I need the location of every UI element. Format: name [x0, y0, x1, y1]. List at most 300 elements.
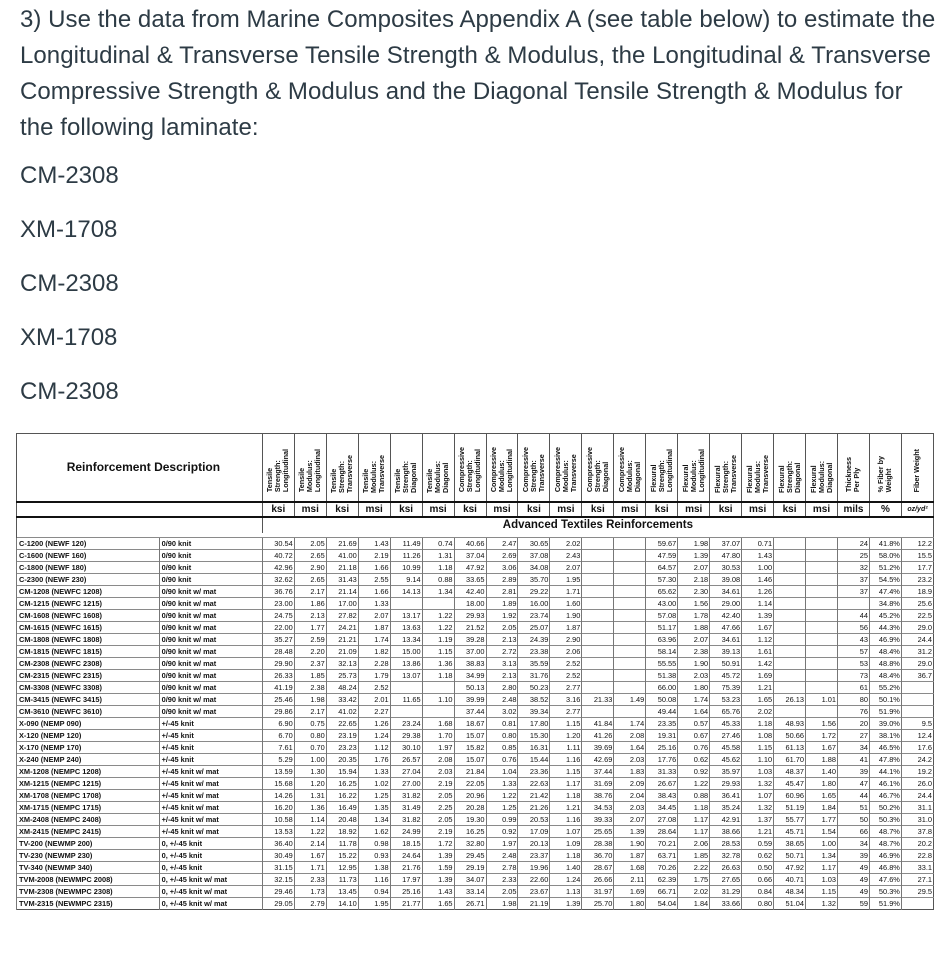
value-cell: 47.92 — [774, 862, 806, 874]
value-cell — [582, 634, 614, 646]
value-cell: 66 — [837, 826, 869, 838]
value-cell: 1.18 — [422, 562, 454, 574]
column-header-label: Tensile Modulus: Diagonal — [425, 460, 451, 493]
value-cell: 20.35 — [326, 754, 358, 766]
value-cell: 2.08 — [614, 730, 646, 742]
value-cell: 37.00 — [454, 646, 486, 658]
value-cell: 39 — [837, 766, 869, 778]
reinforcement-name: TV-230 (NEWMP 230) — [17, 850, 160, 862]
appendix-a-table — [16, 433, 934, 961]
column-header — [806, 434, 838, 502]
unit-cell: msi — [806, 502, 838, 517]
value-cell: 2.06 — [550, 646, 582, 658]
value-cell: 1.12 — [742, 634, 774, 646]
value-cell: 2.33 — [294, 874, 326, 886]
value-cell: 1.39 — [422, 850, 454, 862]
value-cell: 17.00 — [326, 598, 358, 610]
value-cell: 16.20 — [262, 802, 294, 814]
value-cell: 42.96 — [262, 562, 294, 574]
value-cell: 1.18 — [550, 850, 582, 862]
value-cell: 33.1 — [901, 862, 933, 874]
value-cell: 31.43 — [326, 574, 358, 586]
description-header: Reinforcement Description — [17, 434, 263, 502]
value-cell: 35.59 — [518, 658, 550, 670]
value-cell: 9.14 — [390, 574, 422, 586]
value-cell: 2.90 — [294, 562, 326, 574]
value-cell: 21.09 — [326, 646, 358, 658]
reinforcement-type: +/-45 knit — [159, 754, 262, 766]
value-cell: 1.97 — [422, 742, 454, 754]
value-cell: 2.80 — [486, 682, 518, 694]
value-cell: 20.13 — [518, 838, 550, 850]
value-cell: 50.3% — [869, 886, 901, 898]
value-cell: 50.3% — [869, 814, 901, 826]
reinforcement-type: 0, +/-45 knit w/ mat — [159, 874, 262, 886]
value-cell: 0.76 — [678, 742, 710, 754]
value-cell: 61.70 — [774, 754, 806, 766]
value-cell: 28.67 — [582, 862, 614, 874]
value-cell: 2.14 — [294, 838, 326, 850]
value-cell: 50.23 — [518, 682, 550, 694]
value-cell: 2.05 — [422, 814, 454, 826]
value-cell: 31.29 — [710, 886, 742, 898]
value-cell — [806, 550, 838, 562]
table-row — [17, 766, 934, 778]
value-cell: 1.40 — [550, 862, 582, 874]
value-cell: 42.91 — [710, 814, 742, 826]
value-cell: 31.1 — [901, 802, 933, 814]
value-cell: 1.86 — [294, 598, 326, 610]
value-cell: 37.08 — [518, 550, 550, 562]
value-cell: 48.34 — [774, 886, 806, 898]
value-cell: 0.92 — [678, 766, 710, 778]
reinforcement-type: +/-45 knit w/ mat — [159, 778, 262, 790]
reinforcement-type: 0/90 knit w/ mat — [159, 610, 262, 622]
column-header — [646, 434, 678, 502]
value-cell: 14.13 — [390, 586, 422, 598]
value-cell: 43.00 — [646, 598, 678, 610]
reinforcement-type: 0, +/-45 knit — [159, 862, 262, 874]
value-cell: 57.08 — [646, 610, 678, 622]
reinforcement-type: 0/90 knit — [159, 574, 262, 586]
value-cell: 21.77 — [390, 898, 422, 910]
value-cell: 9.5 — [901, 718, 933, 730]
column-header-label: Flexural Strength: Longitudinal — [648, 449, 674, 493]
value-cell: 26.67 — [646, 778, 678, 790]
value-cell: 46.9% — [869, 850, 901, 862]
value-cell: 18.00 — [454, 598, 486, 610]
value-cell: 58.0% — [869, 550, 901, 562]
value-cell: 2.05 — [422, 790, 454, 802]
value-cell: 31.49 — [390, 802, 422, 814]
value-cell: 1.67 — [294, 850, 326, 862]
reinforcement-type: 0/90 knit w/ mat — [159, 658, 262, 670]
value-cell: 41.84 — [582, 718, 614, 730]
table-row — [17, 538, 934, 550]
value-cell: 42.40 — [710, 610, 742, 622]
column-header-label: Flexural Strength: Diagonal — [776, 460, 802, 493]
value-cell: 1.77 — [806, 814, 838, 826]
value-cell: 44 — [837, 790, 869, 802]
value-cell: 29.93 — [710, 778, 742, 790]
value-cell: 20.96 — [454, 790, 486, 802]
column-header-label: Compressive Modulus: Transverse — [552, 447, 578, 493]
value-cell: 49 — [837, 886, 869, 898]
value-cell: 39.08 — [710, 574, 742, 586]
value-cell: 25.16 — [390, 886, 422, 898]
value-cell: 39 — [837, 850, 869, 862]
value-cell: 1.18 — [422, 670, 454, 682]
value-cell: 34 — [837, 742, 869, 754]
value-cell: 2.90 — [550, 634, 582, 646]
value-cell: 2.05 — [486, 886, 518, 898]
value-cell: 42.69 — [582, 754, 614, 766]
reinforcement-name: XM-1208 (NEMPC 1208) — [17, 766, 160, 778]
value-cell: 5.29 — [262, 754, 294, 766]
value-cell: 19.96 — [518, 862, 550, 874]
reinforcement-name: C-1200 (NEWF 120) — [17, 538, 160, 550]
value-cell: 18.15 — [390, 838, 422, 850]
column-header — [518, 434, 550, 502]
value-cell: 1.90 — [678, 658, 710, 670]
value-cell: 20.28 — [454, 802, 486, 814]
reinforcement-name: C-1800 (NEWF 180) — [17, 562, 160, 574]
value-cell — [390, 706, 422, 718]
value-cell: 1.38 — [358, 862, 390, 874]
value-cell: 28.64 — [646, 826, 678, 838]
reinforcement-name: XM-1215 (NEMPC 1215) — [17, 778, 160, 790]
value-cell: 47.66 — [710, 622, 742, 634]
value-cell: 1.32 — [742, 778, 774, 790]
value-cell: 34.61 — [710, 586, 742, 598]
value-cell: 15.82 — [454, 742, 486, 754]
value-cell: 24.21 — [326, 622, 358, 634]
value-cell — [774, 682, 806, 694]
value-cell: 2.59 — [294, 634, 326, 646]
value-cell: 2.47 — [486, 538, 518, 550]
value-cell: 1.17 — [678, 814, 710, 826]
value-cell: 24.4 — [901, 634, 933, 646]
value-cell: 1.36 — [422, 658, 454, 670]
value-cell: 1.72 — [422, 838, 454, 850]
value-cell: 13.34 — [390, 634, 422, 646]
value-cell: 2.03 — [422, 766, 454, 778]
value-cell: 18.67 — [454, 718, 486, 730]
value-cell: 37.44 — [582, 766, 614, 778]
value-cell: 21.42 — [518, 790, 550, 802]
value-cell: 2.02 — [550, 538, 582, 550]
value-cell: 38.1% — [869, 730, 901, 742]
value-cell — [582, 598, 614, 610]
value-cell — [806, 658, 838, 670]
reinforcement-type: 0/90 knit w/ mat — [159, 694, 262, 706]
value-cell: 1.33 — [358, 598, 390, 610]
value-cell: 2.33 — [486, 874, 518, 886]
value-cell: 76 — [837, 706, 869, 718]
value-cell: 0.74 — [422, 538, 454, 550]
reinforcement-type: 0/90 knit w/ mat — [159, 586, 262, 598]
value-cell: 1.08 — [742, 730, 774, 742]
value-cell: 21.33 — [582, 694, 614, 706]
value-cell — [901, 682, 933, 694]
value-cell: 1.42 — [742, 658, 774, 670]
value-cell: 2.27 — [358, 706, 390, 718]
value-cell: 35.24 — [710, 802, 742, 814]
value-cell: 46.7% — [869, 790, 901, 802]
value-cell: 60.96 — [774, 790, 806, 802]
value-cell: 1.34 — [806, 850, 838, 862]
value-cell: 32.78 — [710, 850, 742, 862]
column-header — [326, 434, 358, 502]
table-row — [17, 670, 934, 682]
unit-cell: msi — [678, 502, 710, 517]
value-cell: 1.00 — [294, 754, 326, 766]
value-cell: 18.9 — [901, 586, 933, 598]
value-cell: 29.5 — [901, 886, 933, 898]
value-cell: 34.61 — [710, 634, 742, 646]
value-cell: 21.69 — [326, 538, 358, 550]
value-cell: 2.28 — [358, 658, 390, 670]
reinforcement-type: +/-45 knit — [159, 718, 262, 730]
value-cell: 1.84 — [678, 898, 710, 910]
value-cell: 27 — [837, 730, 869, 742]
column-header-label: Flexural Modulus: Longitudinal — [680, 449, 706, 493]
value-cell: 1.80 — [678, 682, 710, 694]
value-cell: 1.71 — [550, 586, 582, 598]
value-cell: 2.19 — [358, 550, 390, 562]
value-cell: 2.77 — [550, 706, 582, 718]
column-header — [901, 434, 933, 502]
value-cell: 23.67 — [518, 886, 550, 898]
value-cell: 1.95 — [550, 574, 582, 586]
value-cell: 3.16 — [550, 694, 582, 706]
value-cell: 31.97 — [582, 886, 614, 898]
value-cell — [774, 670, 806, 682]
reinforcement-type: 0/90 knit w/ mat — [159, 706, 262, 718]
value-cell: 23.19 — [326, 730, 358, 742]
unit-cell: msi — [742, 502, 774, 517]
value-cell: 54.04 — [646, 898, 678, 910]
value-cell: 40.72 — [262, 550, 294, 562]
value-cell: 12.4 — [901, 730, 933, 742]
value-cell: 34.07 — [454, 874, 486, 886]
value-cell: 1.25 — [486, 802, 518, 814]
table-row — [17, 586, 934, 598]
value-cell: 27.46 — [710, 730, 742, 742]
value-cell: 30.49 — [262, 850, 294, 862]
value-cell: 2.38 — [678, 646, 710, 658]
value-cell: 1.31 — [422, 550, 454, 562]
value-cell: 0.81 — [486, 718, 518, 730]
value-cell: 56 — [837, 622, 869, 634]
value-cell: 36.70 — [582, 850, 614, 862]
value-cell: 1.76 — [358, 754, 390, 766]
value-cell: 1.68 — [614, 862, 646, 874]
value-cell — [614, 610, 646, 622]
reinforcement-type: 0/90 knit — [159, 550, 262, 562]
value-cell: 1.43 — [742, 550, 774, 562]
value-cell: 21.18 — [326, 562, 358, 574]
value-cell: 23.23 — [326, 742, 358, 754]
value-cell: 1.59 — [422, 862, 454, 874]
value-cell: 64.57 — [646, 562, 678, 574]
value-cell — [806, 646, 838, 658]
value-cell: 2.17 — [294, 586, 326, 598]
value-cell — [614, 622, 646, 634]
reinforcement-name: XM-1708 (NEMPC 1708) — [17, 790, 160, 802]
value-cell — [806, 634, 838, 646]
value-cell: 26.66 — [582, 874, 614, 886]
value-cell: 21.76 — [390, 862, 422, 874]
value-cell: 20.2 — [901, 838, 933, 850]
value-cell: 24.99 — [390, 826, 422, 838]
column-header-label: % Fiber by Weight — [876, 456, 894, 493]
reinforcement-name: X-120 (NEMP 120) — [17, 730, 160, 742]
reinforcement-type: +/-45 knit w/ mat — [159, 790, 262, 802]
value-cell: 2.09 — [614, 778, 646, 790]
value-cell: 1.10 — [742, 754, 774, 766]
reinforcement-name: CM-3610 (NEWFC 3610) — [17, 706, 160, 718]
value-cell: 1.90 — [550, 610, 582, 622]
value-cell: 47.4% — [869, 586, 901, 598]
value-cell: 1.21 — [550, 802, 582, 814]
value-cell: 1.15 — [550, 766, 582, 778]
value-cell — [806, 622, 838, 634]
value-cell: 65.62 — [646, 586, 678, 598]
value-cell: 2.69 — [486, 550, 518, 562]
unit-cell: ksi — [454, 502, 486, 517]
value-cell: 0.80 — [486, 730, 518, 742]
value-cell: 21.52 — [454, 622, 486, 634]
value-cell: 51.19 — [774, 802, 806, 814]
value-cell — [614, 646, 646, 658]
value-cell: 11.78 — [326, 838, 358, 850]
column-header — [614, 434, 646, 502]
value-cell: 34.53 — [582, 802, 614, 814]
value-cell: 20.53 — [518, 814, 550, 826]
value-cell: 25.07 — [518, 622, 550, 634]
value-cell: 33.14 — [454, 886, 486, 898]
column-header-label: Flexural Strength: Transverse — [712, 454, 738, 493]
value-cell: 29.0 — [901, 658, 933, 670]
value-cell: 24 — [837, 538, 869, 550]
value-cell: 38.66 — [710, 826, 742, 838]
value-cell: 1.15 — [806, 886, 838, 898]
value-cell: 1.66 — [358, 562, 390, 574]
value-cell: 34.99 — [454, 670, 486, 682]
value-cell: 58.14 — [646, 646, 678, 658]
value-cell: 27.65 — [710, 874, 742, 886]
value-cell: 1.16 — [550, 814, 582, 826]
column-header — [582, 434, 614, 502]
value-cell: 41 — [837, 754, 869, 766]
value-cell — [837, 598, 869, 610]
value-cell: 1.36 — [294, 802, 326, 814]
value-cell: 1.74 — [358, 634, 390, 646]
value-cell: 27.08 — [646, 814, 678, 826]
value-cell: 2.25 — [422, 802, 454, 814]
value-cell: 37.8 — [901, 826, 933, 838]
table-row — [17, 658, 934, 670]
unit-cell: ksi — [518, 502, 550, 517]
value-cell: 1.87 — [358, 622, 390, 634]
value-cell: 14.26 — [262, 790, 294, 802]
value-cell — [774, 574, 806, 586]
value-cell: 0.93 — [358, 850, 390, 862]
value-cell: 12.95 — [326, 862, 358, 874]
value-cell: 1.97 — [486, 838, 518, 850]
value-cell: 33.42 — [326, 694, 358, 706]
table-row — [17, 718, 934, 730]
value-cell: 30.65 — [518, 538, 550, 550]
value-cell: 25.6 — [901, 598, 933, 610]
value-cell: 2.37 — [294, 658, 326, 670]
value-cell: 17.76 — [646, 754, 678, 766]
value-cell: 1.74 — [678, 694, 710, 706]
value-cell: 37 — [837, 586, 869, 598]
value-cell — [806, 562, 838, 574]
table-row — [17, 874, 934, 886]
section-title: Advanced Textiles Reinforcements — [262, 517, 933, 533]
value-cell: 22.65 — [326, 718, 358, 730]
value-cell: 2.52 — [550, 658, 582, 670]
value-cell: 1.07 — [550, 826, 582, 838]
value-cell: 15.07 — [454, 730, 486, 742]
column-header-label: Fiber Weight — [912, 449, 922, 493]
value-cell — [774, 646, 806, 658]
value-cell: 24.75 — [262, 610, 294, 622]
value-cell: 1.09 — [550, 838, 582, 850]
value-cell — [614, 634, 646, 646]
column-header-label: Tensile Modulus: Longitudinal — [297, 449, 323, 493]
reinforcement-type: 0, +/-45 knit w/ mat — [159, 898, 262, 910]
value-cell: 2.02 — [742, 706, 774, 718]
value-cell: 34.45 — [646, 802, 678, 814]
reinforcement-name: X-090 (NEMP 090) — [17, 718, 160, 730]
value-cell: 2.89 — [486, 574, 518, 586]
value-cell: 31.76 — [518, 670, 550, 682]
value-cell: 2.06 — [678, 838, 710, 850]
value-cell: 1.24 — [358, 730, 390, 742]
column-header — [742, 434, 774, 502]
column-header — [710, 434, 742, 502]
value-cell: 1.16 — [550, 754, 582, 766]
value-cell: 45.72 — [710, 670, 742, 682]
reinforcement-name: TVM-2308 (NEWMPC 2308) — [17, 886, 160, 898]
value-cell: 80 — [837, 694, 869, 706]
column-header — [422, 434, 454, 502]
value-cell: 1.65 — [422, 898, 454, 910]
value-cell: 44.1% — [869, 766, 901, 778]
value-cell: 13.07 — [390, 670, 422, 682]
value-cell: 57.30 — [646, 574, 678, 586]
value-cell: 2.55 — [358, 574, 390, 586]
value-cell: 2.22 — [678, 862, 710, 874]
value-cell: 46.8% — [869, 862, 901, 874]
value-cell: 17.09 — [518, 826, 550, 838]
value-cell: 45.2% — [869, 610, 901, 622]
value-cell: 13.45 — [326, 886, 358, 898]
value-cell: 28.53 — [710, 838, 742, 850]
laminate-item: XM-1708 — [20, 324, 118, 351]
value-cell: 0.84 — [742, 886, 774, 898]
value-cell: 27.00 — [390, 778, 422, 790]
value-cell: 1.46 — [742, 574, 774, 586]
reinforcement-name: CM-3308 (NEWFC 3308) — [17, 682, 160, 694]
reinforcement-type: 0/90 knit w/ mat — [159, 646, 262, 658]
value-cell — [614, 682, 646, 694]
value-cell — [774, 550, 806, 562]
